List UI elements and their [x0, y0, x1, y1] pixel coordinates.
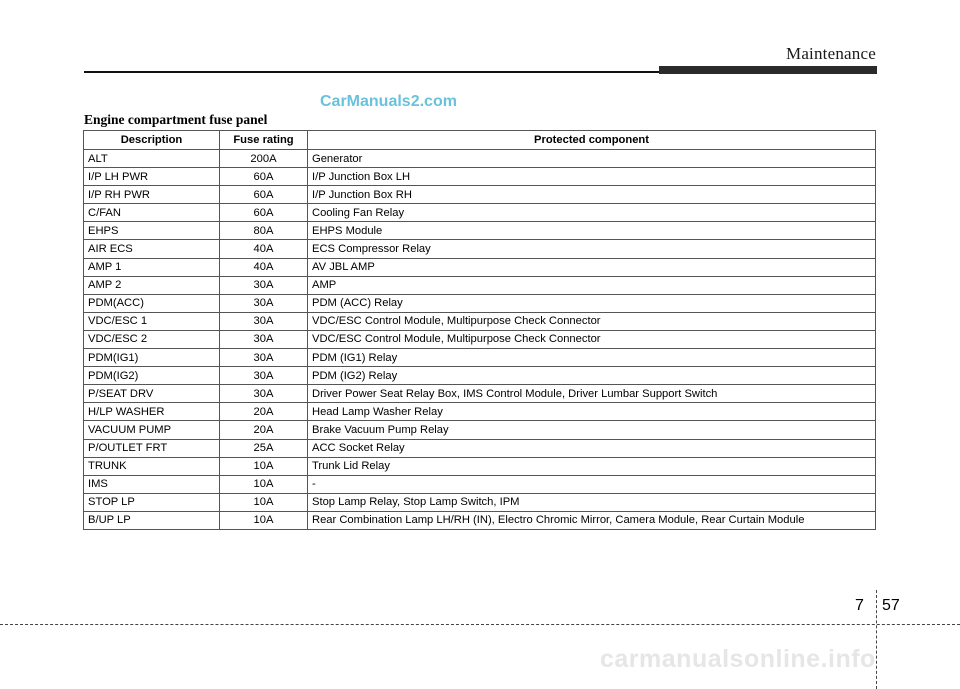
table-row — [84, 186, 876, 204]
cell-description: AMP 1 — [84, 258, 220, 276]
cell-fuse-rating: 30A — [220, 294, 308, 312]
cell-fuse-rating: 30A — [220, 330, 308, 348]
cell-protected-component: Trunk Lid Relay — [308, 457, 876, 475]
cell-protected-component: Head Lamp Washer Relay — [308, 403, 876, 421]
section-title: Maintenance — [786, 44, 876, 63]
table-row — [84, 150, 876, 168]
table-row — [84, 222, 876, 240]
cell-fuse-rating: 10A — [220, 493, 308, 511]
cell-protected-component: Generator — [308, 150, 876, 168]
cell-fuse-rating: 40A — [220, 258, 308, 276]
cell-fuse-rating: 30A — [220, 312, 308, 330]
table-row — [84, 403, 876, 421]
cell-protected-component: AV JBL AMP — [308, 258, 876, 276]
cell-fuse-rating: 25A — [220, 439, 308, 457]
cell-description: VACUUM PUMP — [84, 421, 220, 439]
header-rule-thick — [659, 66, 877, 74]
table-row — [84, 421, 876, 439]
table-row — [84, 511, 876, 529]
cell-description: EHPS — [84, 222, 220, 240]
cell-fuse-rating: 30A — [220, 367, 308, 385]
cell-description: PDM(IG1) — [84, 349, 220, 367]
cell-description: VDC/ESC 1 — [84, 312, 220, 330]
cell-fuse-rating: 10A — [220, 457, 308, 475]
cell-protected-component: Driver Power Seat Relay Box, IMS Control Module, Driver Lumbar Support Switch — [308, 385, 876, 403]
table-row — [84, 385, 876, 403]
cell-protected-component: PDM (ACC) Relay — [308, 294, 876, 312]
watermark-bottom: carmanualsonline.info — [600, 645, 876, 673]
table-row — [84, 330, 876, 348]
cell-fuse-rating: 10A — [220, 511, 308, 529]
cell-description: I/P LH PWR — [84, 168, 220, 186]
cell-description: TRUNK — [84, 457, 220, 475]
cell-description: AIR ECS — [84, 240, 220, 258]
table-row — [84, 204, 876, 222]
table-row — [84, 258, 876, 276]
cell-description: P/OUTLET FRT — [84, 439, 220, 457]
table-header-row — [84, 131, 876, 150]
table-row — [84, 493, 876, 511]
cell-description: B/UP LP — [84, 511, 220, 529]
cell-description: H/LP WASHER — [84, 403, 220, 421]
cell-description: AMP 2 — [84, 276, 220, 294]
cell-description: PDM(IG2) — [84, 367, 220, 385]
cell-fuse-rating: 20A — [220, 421, 308, 439]
cell-protected-component: I/P Junction Box LH — [308, 168, 876, 186]
cell-protected-component: PDM (IG2) Relay — [308, 367, 876, 385]
cell-protected-component: AMP — [308, 276, 876, 294]
cell-fuse-rating: 10A — [220, 475, 308, 493]
table-title: Engine compartment fuse panel — [84, 112, 268, 127]
cell-protected-component: ECS Compressor Relay — [308, 240, 876, 258]
cell-protected-component: EHPS Module — [308, 222, 876, 240]
cell-protected-component: Brake Vacuum Pump Relay — [308, 421, 876, 439]
cell-fuse-rating: 60A — [220, 204, 308, 222]
watermark-top: CarManuals2.com — [320, 93, 457, 110]
cell-protected-component: ACC Socket Relay — [308, 439, 876, 457]
cell-protected-component: Cooling Fan Relay — [308, 204, 876, 222]
chapter-number: 7 — [855, 597, 864, 614]
fuse-table-body — [84, 150, 876, 530]
cell-protected-component: PDM (IG1) Relay — [308, 349, 876, 367]
page-number: 57 — [882, 597, 900, 614]
table-row — [84, 294, 876, 312]
table-row — [84, 457, 876, 475]
footer-dashed-rule — [0, 624, 960, 625]
cell-description: ALT — [84, 150, 220, 168]
table-row — [84, 312, 876, 330]
cell-description: P/SEAT DRV — [84, 385, 220, 403]
fuse-table — [83, 130, 876, 530]
cell-fuse-rating: 60A — [220, 168, 308, 186]
cell-protected-component: I/P Junction Box RH — [308, 186, 876, 204]
table-row — [84, 240, 876, 258]
cell-description: VDC/ESC 2 — [84, 330, 220, 348]
cell-description: I/P RH PWR — [84, 186, 220, 204]
table-row — [84, 475, 876, 493]
table-row — [84, 439, 876, 457]
header-rule-thin — [84, 71, 662, 73]
cell-protected-component: Stop Lamp Relay, Stop Lamp Switch, IPM — [308, 493, 876, 511]
cell-fuse-rating: 30A — [220, 349, 308, 367]
table-row — [84, 168, 876, 186]
header-protected-component: Protected component — [308, 131, 876, 150]
table-row — [84, 367, 876, 385]
cell-protected-component: VDC/ESC Control Module, Multipurpose Check Connector — [308, 312, 876, 330]
cell-protected-component: - — [308, 475, 876, 493]
cell-description: C/FAN — [84, 204, 220, 222]
cell-fuse-rating: 40A — [220, 240, 308, 258]
table-row — [84, 276, 876, 294]
cell-fuse-rating: 30A — [220, 385, 308, 403]
cell-protected-component: Rear Combination Lamp LH/RH (IN), Electro Chromic Mirror, Camera Module, Rear Curtain Module — [308, 511, 876, 529]
cell-description: IMS — [84, 475, 220, 493]
cell-fuse-rating: 60A — [220, 186, 308, 204]
cell-fuse-rating: 30A — [220, 276, 308, 294]
cell-fuse-rating: 80A — [220, 222, 308, 240]
cell-description: PDM(ACC) — [84, 294, 220, 312]
cell-fuse-rating: 200A — [220, 150, 308, 168]
header-fuse-rating: Fuse rating — [220, 131, 308, 150]
cell-description: STOP LP — [84, 493, 220, 511]
header-description: Description — [84, 131, 220, 150]
table-row — [84, 349, 876, 367]
footer-dashed-divider — [876, 590, 877, 689]
cell-protected-component: VDC/ESC Control Module, Multipurpose Check Connector — [308, 330, 876, 348]
cell-fuse-rating: 20A — [220, 403, 308, 421]
